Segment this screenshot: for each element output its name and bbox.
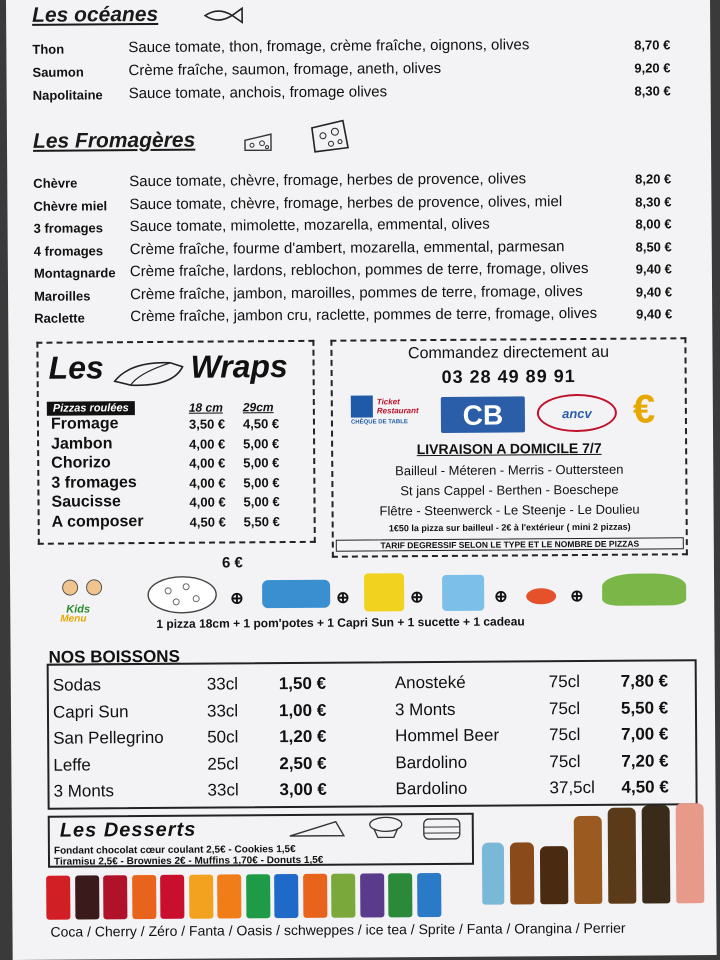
cheese-slice-icon — [243, 130, 273, 152]
wrap-row — [39, 472, 313, 494]
drink-name: Bardolino — [395, 778, 468, 799]
delivery-title: LIVRAISON A DOMICILE 7/7 — [416, 439, 602, 458]
item-price: 9,40 € — [635, 306, 673, 322]
towns-line-2: St jans Cappel - Berthen - Boeschepe — [400, 481, 619, 499]
item-description: Crème fraîche, lardons, reblochon, pommes de terre, fromage, olives — [129, 259, 589, 281]
wrap-price-29cm: 5,00 € — [243, 474, 280, 490]
cheese-block-icon — [309, 118, 351, 154]
menu-row — [7, 81, 711, 108]
item-price: 8,30 € — [635, 193, 672, 210]
item-name: Napolitaine — [32, 87, 103, 103]
towns-line-1: Bailleul - Méteren - Merris - Outtersteen — [395, 461, 624, 479]
drink-name: Bardolino — [395, 752, 468, 772]
hommel-bottle-icon — [642, 805, 671, 903]
wrap-name: Chorizo — [51, 454, 111, 472]
delivery-fee: 1€50 la pizza sur bailleul - 2€ à l'extérieur ( mini 2 pizzas) — [388, 521, 631, 534]
oceanes-title: Les océanes — [32, 2, 159, 27]
drink-price: 5,50 € — [620, 697, 669, 718]
soda-can-icon — [75, 875, 99, 919]
wrap-price-18cm: 4,00 € — [189, 435, 226, 452]
item-description: Sauce tomate, chèvre, fromage, herbes de provence, olives, miel — [129, 192, 563, 213]
wrap-price-29cm: 5,00 € — [243, 494, 280, 510]
beer-bottle-icon — [540, 846, 568, 904]
gift-icon — [602, 573, 686, 606]
soda-can-icon — [331, 874, 355, 918]
drink-size: 33cl — [207, 780, 239, 800]
plus-icon: ⊕ — [410, 589, 424, 607]
wrap-name: A composer — [51, 512, 144, 531]
item-name: Thon — [32, 41, 65, 57]
wraps-box — [36, 340, 315, 545]
item-description: Crème fraîche, saumon, fromage, aneth, olives — [128, 59, 442, 80]
drink-size: 33cl — [206, 700, 239, 721]
wrap-price-29cm: 5,00 € — [243, 455, 280, 471]
soda-can-icon — [132, 875, 156, 919]
wrap-row — [40, 511, 314, 533]
soda-can-icon — [246, 874, 270, 918]
wrap-name: Jambon — [51, 434, 113, 453]
item-description: Sauce tomate, mimolette, mozarella, emmental, olives — [129, 215, 490, 236]
wrap-price-29cm: 5,50 € — [243, 513, 280, 529]
wrap-row — [39, 453, 313, 475]
wrap-row — [39, 433, 313, 455]
soda-can-icon — [160, 875, 184, 919]
capri-sun-icon — [364, 573, 404, 611]
euro-icon: € — [632, 387, 656, 432]
desserts-line-1: Fondant chocolat cœur coulant 2,5€ - Cookies 1,5€ — [53, 843, 296, 857]
order-headline: Commandez directement au — [407, 343, 610, 363]
drink-name: Anosteké — [394, 672, 466, 693]
item-description: Sauce tomate, thon, fromage, crème fraîche, oignons, olives — [128, 36, 530, 57]
item-price: 9,40 € — [635, 283, 673, 300]
tiramisu-icon — [420, 815, 464, 843]
cake-slice-icon — [288, 818, 346, 840]
wrap-name: Saucisse — [51, 493, 121, 511]
wrap-price-18cm: 4,00 € — [189, 474, 226, 491]
anosteke-bottle-icon — [574, 816, 603, 904]
item-name: 4 fromages — [33, 242, 104, 259]
drink-size: 25cl — [207, 753, 239, 774]
soda-can-icon — [417, 873, 441, 917]
soda-can-icon — [217, 874, 241, 918]
item-description: Crème fraîche, fourme d'ambert, mozarella, emmental, parmesan — [129, 237, 565, 258]
drink-name: San Pellegrino — [53, 727, 164, 748]
fromageres-title: Les Fromagères — [32, 128, 196, 153]
kids-menu-logo: Kids Menu — [52, 579, 128, 624]
drink-price: 7,80 € — [620, 671, 669, 691]
kids-price: 6 € — [221, 554, 243, 572]
soda-can-icon — [303, 874, 327, 918]
item-name: Montagnarde — [33, 265, 116, 281]
item-name: Saumon — [32, 64, 84, 80]
item-price: 8,00 € — [635, 216, 672, 232]
capri-sun-pack-icon — [442, 575, 484, 611]
desserts-box — [48, 813, 474, 868]
drink-price: 7,00 € — [621, 724, 669, 744]
drink-price: 7,20 € — [621, 750, 669, 771]
fish-icon — [202, 6, 244, 24]
wrap-price-29cm: 5,00 € — [243, 435, 280, 451]
desserts-title: Les Desserts — [59, 818, 197, 842]
pizza-icon — [146, 575, 220, 616]
softs-list: Coca / Cherry / Zéro / Fanta / Oasis / schweppes / ice tea / Sprite / Fanta / Orangina / Perrier — [50, 919, 626, 940]
drink-price: 4,50 € — [621, 777, 669, 797]
item-description: Sauce tomate, anchois, fromage olives — [128, 83, 388, 103]
item-price: 9,40 € — [635, 261, 672, 277]
item-name: Chèvre — [33, 175, 78, 191]
drink-price: 1,50 € — [278, 673, 327, 694]
drink-size: 75cl — [548, 698, 581, 718]
order-box — [330, 337, 688, 557]
ticket-restaurant-logo: Ticket Restaurant CHÈQUE DE TABLE — [350, 397, 419, 426]
item-price: 8,70 € — [634, 37, 671, 53]
drink-size: 50cl — [207, 727, 239, 747]
drink-price: 3,00 € — [279, 779, 327, 800]
item-name: Maroilles — [34, 287, 91, 304]
menu-sheet — [6, 0, 717, 960]
item-price: 8,50 € — [635, 238, 672, 255]
perrier-bottle-icon — [482, 843, 504, 905]
wraps-title-left: Les — [48, 349, 104, 386]
desserts-line-2: Tiramisu 2,5€ - Brownies 2€ - Muffins 1,70€ - Donuts 1,5€ — [53, 854, 324, 868]
kids-caption: 1 pizza 18cm + 1 pom'potes + 1 Capri Sun + 1 sucette + 1 cadeau — [156, 614, 525, 631]
drink-size: 75cl — [548, 672, 581, 692]
item-name: Raclette — [34, 310, 85, 326]
3-monts-bottle-icon — [608, 808, 637, 904]
pompote-icon — [262, 580, 330, 608]
drink-size: 33cl — [206, 674, 239, 694]
wrap-name: 3 fromages — [51, 473, 137, 492]
wraps-title-right: Wraps — [190, 348, 288, 385]
wraps-subtitle: Pizzas roulées — [47, 401, 135, 416]
cb-card-logo: CB — [441, 396, 525, 433]
ancv-logo: ancv — [537, 394, 617, 433]
drink-name: Capri Sun — [52, 701, 129, 722]
wraps-col-29cm: 29cm — [242, 400, 274, 415]
wrap-price-18cm: 4,00 € — [189, 494, 226, 510]
drink-name: Hommel Beer — [395, 725, 500, 746]
plus-icon: ⊕ — [570, 587, 584, 606]
drink-name: 3 Monts — [53, 781, 115, 801]
wrap-price-18cm: 4,00 € — [189, 455, 226, 471]
leffe-bottle-icon — [510, 842, 534, 904]
drink-name: 3 Monts — [394, 699, 456, 719]
wrap-name: Fromage — [50, 415, 119, 433]
drink-price: 2,50 € — [279, 753, 327, 773]
wrap-icon — [110, 357, 186, 390]
bardolino-bottle-icon — [676, 803, 705, 903]
boissons-box — [47, 659, 698, 810]
menu-row — [8, 304, 712, 331]
boissons-title: NOS BOISSONS — [48, 646, 180, 667]
soda-can-icon — [189, 875, 213, 919]
soda-can-icon — [388, 873, 412, 917]
plus-icon: ⊕ — [336, 589, 350, 607]
item-description: Crème fraîche, jambon, maroilles, pommes de terre, fromage, olives — [129, 282, 583, 303]
muffin-icon — [366, 815, 406, 839]
wraps-col-18cm: 18 cm — [188, 400, 223, 415]
wrap-price-29cm: 4,50 € — [242, 416, 280, 432]
towns-line-3: Flêtre - Steenwerck - Le Steenje - Le Doulieu — [379, 501, 640, 519]
plus-icon: ⊕ — [494, 588, 508, 606]
drink-name: Sodas — [52, 675, 102, 695]
drink-name: Leffe — [53, 754, 91, 775]
soda-can-icon — [274, 874, 298, 918]
wrap-price-18cm: 3,50 € — [188, 416, 226, 432]
drink-price: 1,20 € — [279, 726, 327, 747]
item-description: Sauce tomate, chèvre, fromage, herbes de provence, olives — [129, 170, 527, 191]
wrap-row — [39, 492, 313, 514]
item-price: 9,20 € — [634, 60, 671, 76]
item-name: 3 fromages — [33, 220, 104, 236]
soda-can-icon — [360, 873, 384, 917]
drink-size: 75cl — [549, 751, 581, 771]
item-description: Crème fraîche, jambon cru, raclette, pommes de terre, fromage, olives — [130, 304, 598, 326]
item-price: 8,20 € — [635, 171, 672, 187]
soda-can-icon — [46, 876, 70, 920]
drink-size: 37,5cl — [549, 777, 595, 798]
drink-price: 1,00 € — [278, 700, 327, 720]
item-name: Chèvre miel — [33, 197, 108, 214]
order-phone: 03 28 49 89 91 — [441, 366, 576, 387]
item-price: 8,30 € — [634, 83, 671, 99]
soda-can-icon — [103, 875, 127, 919]
wrap-price-18cm: 4,50 € — [189, 513, 226, 530]
drink-size: 75cl — [549, 725, 581, 745]
tariff-note: TARIF DEGRESSIF SELON LE TYPE ET LE NOMBRE DE PIZZAS — [336, 537, 684, 551]
wrap-row — [39, 414, 313, 436]
plus-icon: ⊕ — [230, 590, 244, 608]
lollipop-icon — [526, 588, 556, 604]
